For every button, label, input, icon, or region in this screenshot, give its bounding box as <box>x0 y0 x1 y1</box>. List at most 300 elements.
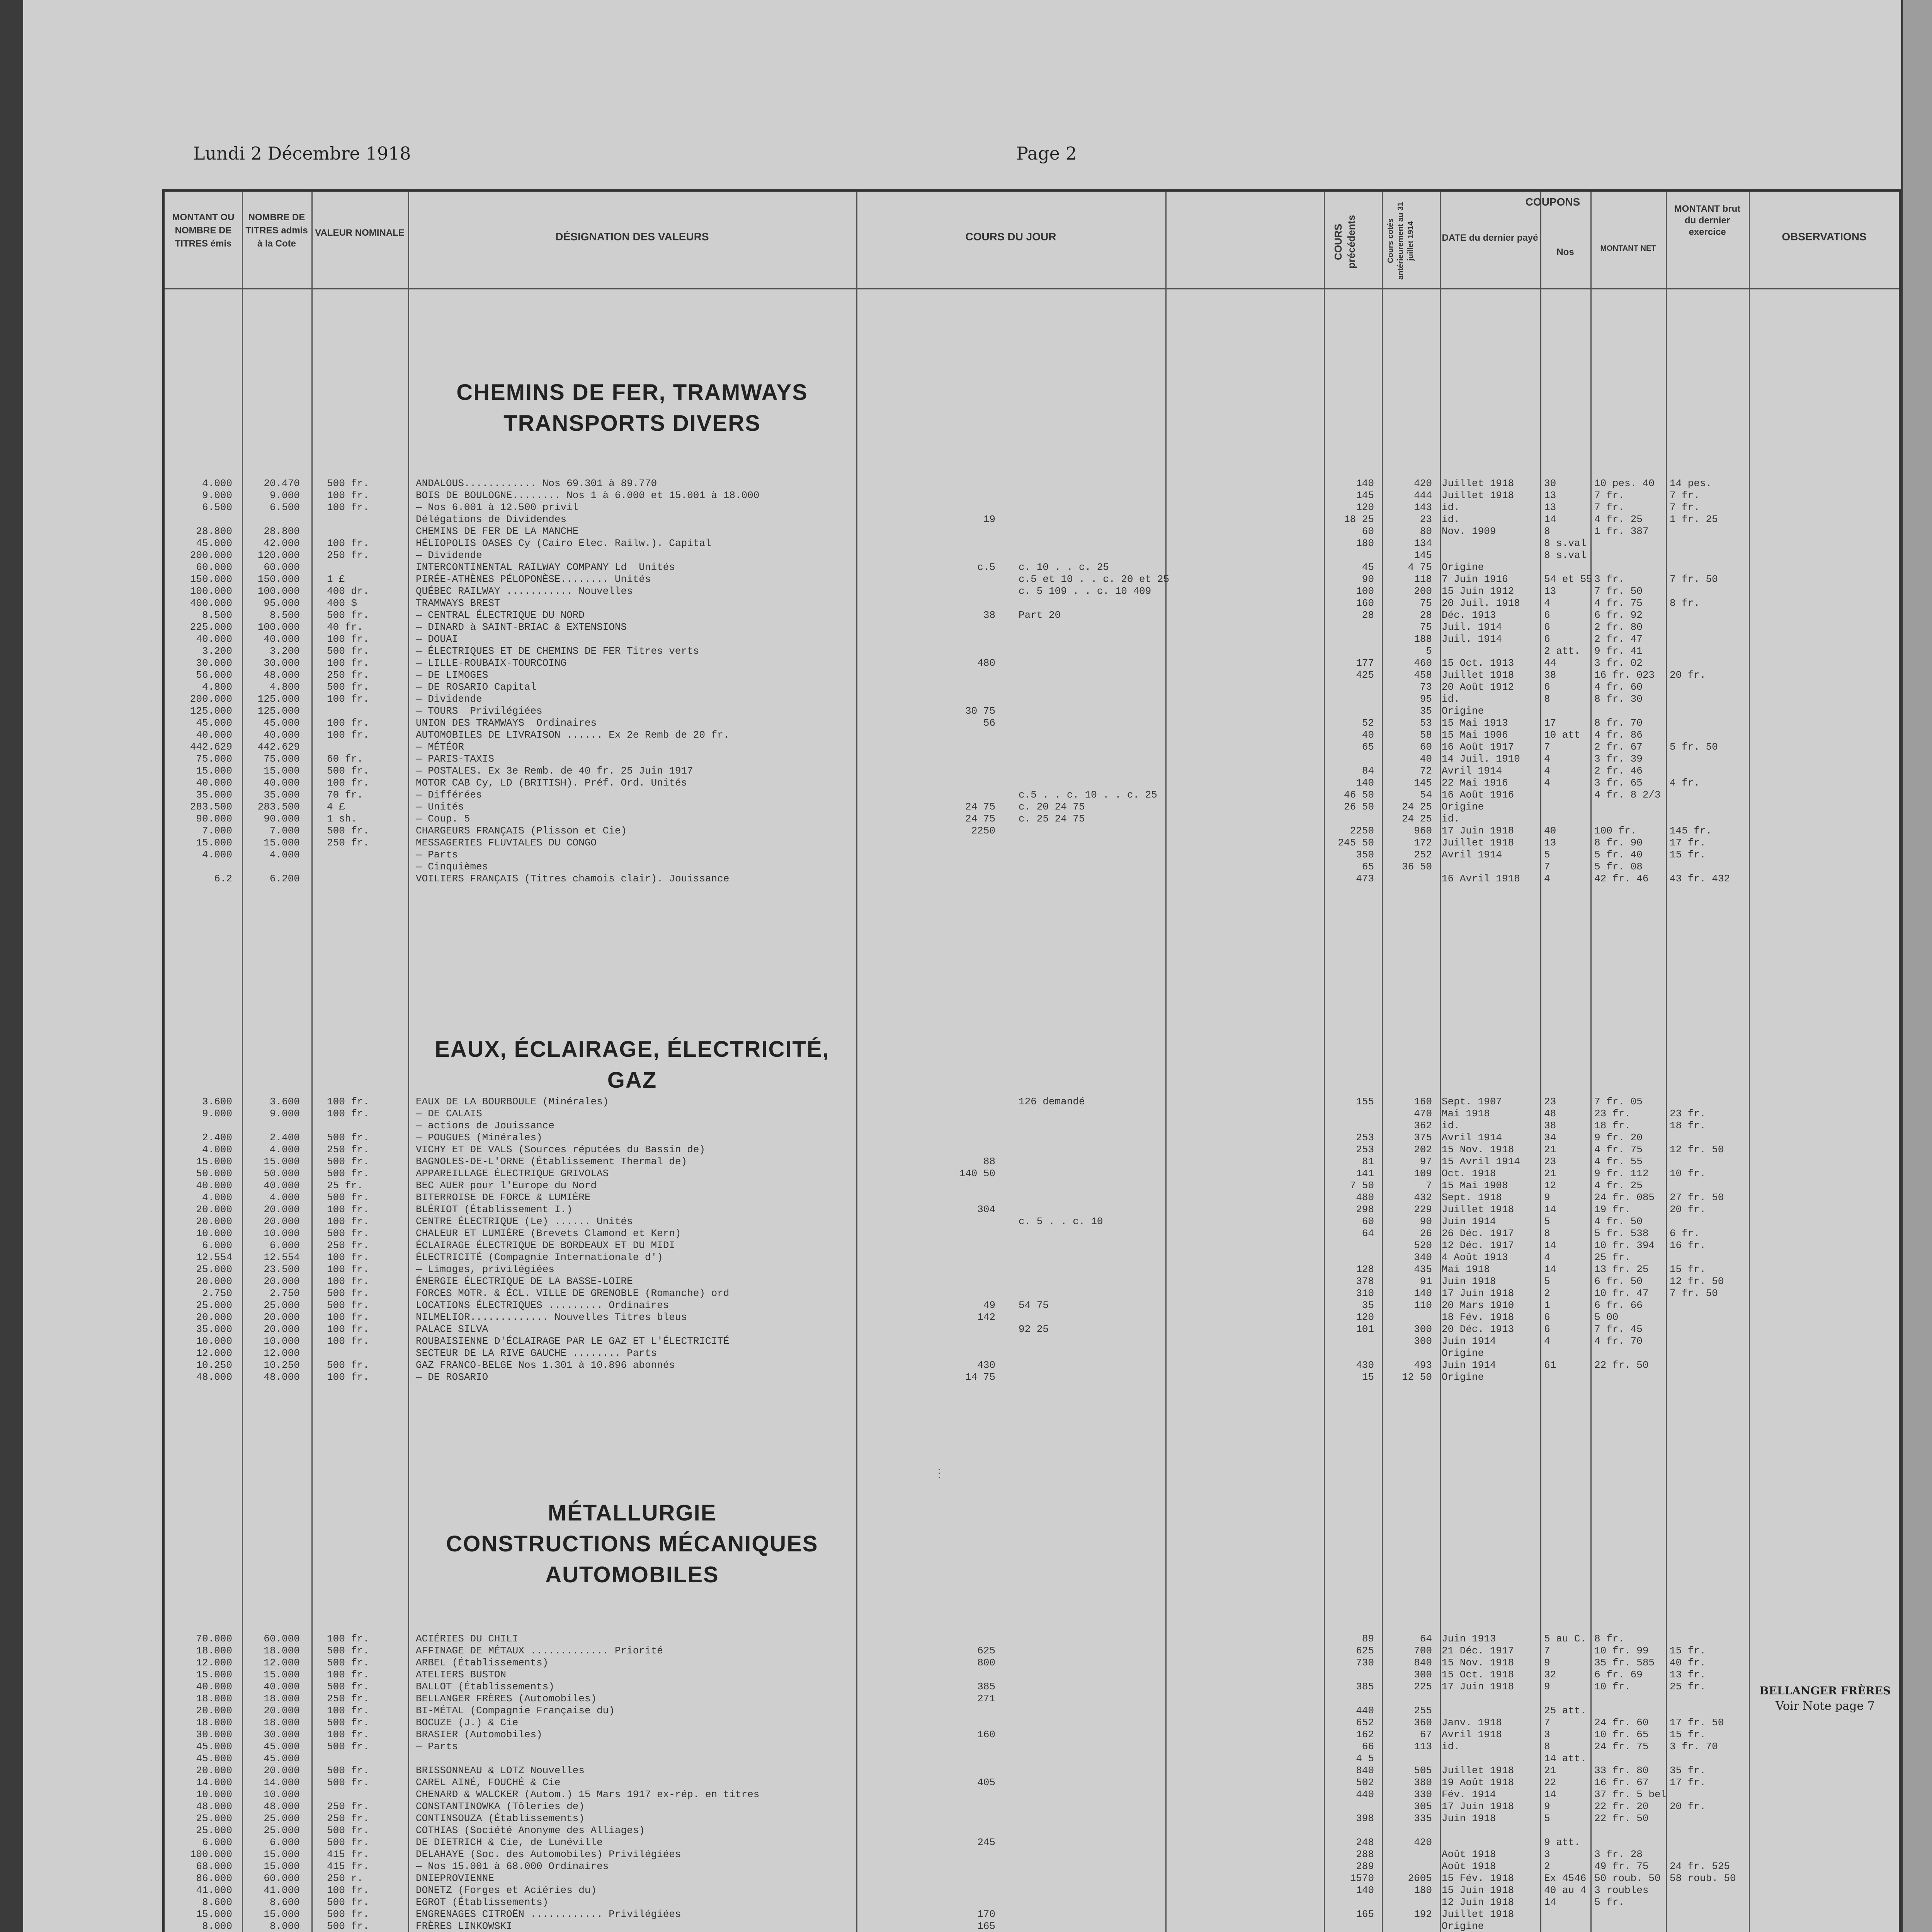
cell-designation: Délégations de Dividendes <box>416 514 567 525</box>
cell-designation: — actions de Jouissance <box>416 1120 554 1131</box>
table-row <box>165 1156 1749 1168</box>
cell-coupon-montant-net: 5 fr. <box>1594 1896 1625 1908</box>
cell-cours-jour-1: 56 <box>983 717 995 729</box>
cell-montant-emis: 7.000 <box>202 825 232 837</box>
table-row <box>165 490 1749 502</box>
cell-nombre-admis: 9.000 <box>269 490 300 501</box>
cell-designation: DELAHAYE (Soc. des Automobiles) Privilégiées <box>416 1849 681 1860</box>
cell-nombre-admis: 48.000 <box>264 669 300 681</box>
table-row <box>165 1311 1749 1323</box>
table-row <box>165 1216 1749 1228</box>
cell-cours-precedent: 248 <box>1356 1837 1374 1848</box>
header-designation: DÉSIGNATION DES VALEURS <box>555 231 709 243</box>
cell-coupon-montant-net: 4 fr. 75 <box>1594 1144 1643 1155</box>
cell-coupon-numero: 5 <box>1544 1216 1550 1227</box>
cell-coupon-montant-net: 3 roubles <box>1594 1884 1649 1896</box>
cell-coupon-date: Sept. 1918 <box>1442 1192 1502 1203</box>
cell-cours-anterieur: 229 <box>1414 1204 1432 1215</box>
cell-montant-emis: 40.000 <box>196 729 232 741</box>
cell-coupon-date: Juillet 1918 <box>1442 1204 1514 1215</box>
cell-coupon-date: 26 Déc. 1917 <box>1442 1228 1514 1239</box>
cell-valeur-nominale: 100 fr. <box>327 1252 369 1263</box>
cell-montant-emis: 18.000 <box>196 1645 232 1656</box>
table-row <box>165 1729 1749 1741</box>
cell-coupon-numero: 9 <box>1544 1681 1550 1692</box>
cell-coupon-numero: 6 <box>1544 633 1550 645</box>
cell-montant-brut: 7 fr. 50 <box>1670 573 1718 585</box>
cell-montant-brut: 10 fr. <box>1670 1168 1706 1179</box>
cell-nombre-admis: 4.000 <box>269 1192 300 1203</box>
cell-nombre-admis: 75.000 <box>264 753 300 765</box>
cell-montant-emis: 9.000 <box>202 1108 232 1119</box>
cell-coupon-numero: 22 <box>1544 1777 1556 1788</box>
cell-nombre-admis: 60.000 <box>264 1633 300 1645</box>
table-row <box>165 837 1749 849</box>
cell-cours-jour-2: c.5 . . c. 10 . . c. 25 <box>1019 789 1157 801</box>
table-row <box>165 514 1749 526</box>
cell-designation: AFFINAGE DE MÉTAUX ............. Priorité <box>416 1645 663 1656</box>
cell-montant-emis: 45.000 <box>196 1753 232 1764</box>
cell-cours-precedent: 289 <box>1356 1861 1374 1872</box>
table-row <box>165 1228 1749 1240</box>
page-number: Page 2 <box>1016 143 1077 164</box>
cell-designation: — Dividende <box>416 549 482 561</box>
cell-cours-anterieur: 60 <box>1420 741 1432 753</box>
cell-cours-anterieur: 110 <box>1414 1299 1432 1311</box>
cell-nombre-admis: 45.000 <box>264 1753 300 1764</box>
cell-cours-precedent: 625 <box>1356 1645 1374 1656</box>
table-row <box>165 1252 1749 1264</box>
table-row <box>165 1861 1749 1872</box>
cell-designation: — LILLE-ROUBAIX-TOURCOING <box>416 657 567 669</box>
cell-coupon-numero: 2 att. <box>1544 645 1580 657</box>
cell-nombre-admis: 50.000 <box>264 1168 300 1179</box>
cell-valeur-nominale: 400 dr. <box>327 585 369 597</box>
cell-montant-brut: 27 fr. 50 <box>1670 1192 1724 1203</box>
cell-coupon-numero: 14 <box>1544 1789 1556 1800</box>
cell-cours-anterieur: 305 <box>1414 1801 1432 1812</box>
cell-coupon-date: 15 Nov. 1918 <box>1442 1144 1514 1155</box>
cell-cours-precedent: 128 <box>1356 1264 1374 1275</box>
cell-designation: — ÉLECTRIQUES ET DE CHEMINS DE FER Titres verts <box>416 645 699 657</box>
cell-valeur-nominale: 100 fr. <box>327 717 369 729</box>
table-row <box>165 681 1749 693</box>
cell-coupon-numero: 6 <box>1544 681 1550 693</box>
cell-montant-emis: 12.554 <box>196 1252 232 1263</box>
cell-coupon-date: id. <box>1442 514 1460 525</box>
cell-coupon-date: Déc. 1913 <box>1442 609 1496 621</box>
cell-montant-emis: 10.000 <box>196 1228 232 1239</box>
cell-coupon-numero: 21 <box>1544 1765 1556 1776</box>
cell-designation: FRÈRES LINKOWSKI <box>416 1920 512 1932</box>
cell-coupon-numero: 5 <box>1544 1276 1550 1287</box>
cell-coupon-date: Juil. 1914 <box>1442 621 1502 633</box>
table-row <box>165 777 1749 789</box>
cell-coupon-montant-net: 4 fr. 55 <box>1594 1156 1643 1167</box>
cell-designation: — DE LIMOGES <box>416 669 488 681</box>
cell-nombre-admis: 4.000 <box>269 849 300 861</box>
table-row <box>165 1180 1749 1192</box>
observation-title: BELLANGER FRÈRES <box>1759 1684 1891 1697</box>
cell-cours-precedent: 60 <box>1362 526 1374 537</box>
cell-cours-anterieur: 188 <box>1414 633 1432 645</box>
cell-coupon-montant-net: 10 fr. <box>1594 1681 1631 1692</box>
cell-montant-brut: 20 fr. <box>1670 669 1706 681</box>
cell-montant-emis: 4.800 <box>202 681 232 693</box>
cell-cours-anterieur: 113 <box>1414 1741 1432 1752</box>
cell-cours-anterieur: 75 <box>1420 621 1432 633</box>
cell-cours-jour-1: 480 <box>977 657 995 669</box>
cell-cours-precedent: 840 <box>1356 1765 1374 1776</box>
table-row <box>165 1849 1749 1861</box>
cell-coupon-date: Juillet 1918 <box>1442 490 1514 501</box>
table-row <box>165 1335 1749 1347</box>
cell-montant-emis: 283.500 <box>190 801 232 813</box>
cell-montant-brut: 12 fr. 50 <box>1670 1276 1724 1287</box>
cell-valeur-nominale: 250 r. <box>327 1872 363 1884</box>
cell-coupon-date: Juillet 1918 <box>1442 1765 1514 1776</box>
cell-cours-jour-1: 30 75 <box>965 705 995 717</box>
cell-coupon-date: 15 Fév. 1918 <box>1442 1872 1514 1884</box>
cell-coupon-date: Juillet 1918 <box>1442 837 1514 849</box>
cell-nombre-admis: 25.000 <box>264 1825 300 1836</box>
table-row <box>165 597 1749 609</box>
cell-valeur-nominale: 4 £ <box>327 801 345 813</box>
cell-montant-emis: 70.000 <box>196 1633 232 1645</box>
cell-nombre-admis: 23.500 <box>264 1264 300 1275</box>
cell-cours-anterieur: 252 <box>1414 849 1432 861</box>
table-row <box>165 1753 1749 1765</box>
cell-designation: LOCATIONS ÉLECTRIQUES ......... Ordinaires <box>416 1299 669 1311</box>
cell-nombre-admis: 6.500 <box>269 502 300 513</box>
cell-coupon-montant-net: 42 fr. 46 <box>1594 873 1649 884</box>
cell-cours-precedent: 60 <box>1362 1216 1374 1227</box>
cell-montant-brut: 24 fr. 525 <box>1670 1861 1730 1872</box>
header-numero: Nos <box>1556 247 1574 257</box>
cell-cours-jour-2: Part 20 <box>1019 609 1061 621</box>
cell-montant-emis: 68.000 <box>196 1861 232 1872</box>
cell-montant-emis: 40.000 <box>196 633 232 645</box>
table-row <box>165 1825 1749 1837</box>
table-row <box>165 1837 1749 1849</box>
cell-cours-precedent: 26 50 <box>1344 801 1374 813</box>
cell-nombre-admis: 2.750 <box>269 1287 300 1299</box>
cell-cours-precedent: 2250 <box>1350 825 1374 837</box>
cell-cours-precedent: 65 <box>1362 861 1374 872</box>
cell-coupon-montant-net: 1 fr. 387 <box>1594 526 1649 537</box>
cell-nombre-admis: 4.000 <box>269 1144 300 1155</box>
cell-designation: CHENARD & WALCKER (Autom.) 15 Mars 1917 ex-rép. en titres <box>416 1789 760 1800</box>
cell-montant-brut: 12 fr. 50 <box>1670 1144 1724 1155</box>
cell-designation: BALLOT (Établissements) <box>416 1681 554 1692</box>
table-row <box>165 873 1749 885</box>
cell-montant-emis: 45.000 <box>196 1741 232 1752</box>
cell-designation: — CENTRAL ÉLECTRIQUE DU NORD <box>416 609 585 621</box>
cell-coupon-numero: 14 <box>1544 1240 1556 1251</box>
cell-montant-brut: 20 fr. <box>1670 1801 1706 1812</box>
cell-montant-emis: 2.750 <box>202 1287 232 1299</box>
cell-nombre-admis: 30.000 <box>264 1729 300 1740</box>
cell-nombre-admis: 12.000 <box>264 1347 300 1359</box>
cell-coupon-numero: 4 <box>1544 777 1550 789</box>
cell-coupon-date: 14 Juil. 1910 <box>1442 753 1520 765</box>
cell-cours-precedent: 1570 <box>1350 1872 1374 1884</box>
cell-coupon-date: 19 Août 1918 <box>1442 1777 1514 1788</box>
cell-designation: — POUGUES (Minérales) <box>416 1132 543 1143</box>
cell-cours-precedent: 89 <box>1362 1633 1374 1645</box>
cell-nombre-admis: 30.000 <box>264 657 300 669</box>
cell-coupon-montant-net: 4 fr. 25 <box>1594 1180 1643 1191</box>
header-divider <box>165 288 1899 289</box>
section-title-eaux-eclairage <box>408 1034 856 1096</box>
cell-valeur-nominale: 250 fr. <box>327 1144 369 1155</box>
cell-cours-anterieur: 24 25 <box>1401 813 1432 825</box>
cell-cours-anterieur: 505 <box>1414 1765 1432 1776</box>
cell-designation: ACIÉRIES DU CHILI <box>416 1633 519 1645</box>
cell-cours-jour-2: 92 25 <box>1019 1323 1049 1335</box>
cell-montant-emis: 20.000 <box>196 1216 232 1227</box>
cell-valeur-nominale: 60 fr. <box>327 753 363 765</box>
cell-cours-anterieur: 180 <box>1414 1884 1432 1896</box>
cell-nombre-admis: 25.000 <box>264 1813 300 1824</box>
cell-nombre-admis: 150.000 <box>257 573 300 585</box>
table-row <box>165 549 1749 561</box>
cell-coupon-date: 15 Juin 1912 <box>1442 585 1514 597</box>
header-nombre: NOMBRE DE TITRES admis à la Cote <box>245 212 308 249</box>
cell-designation: ANDALOUS............ Nos 69.301 à 89.770 <box>416 478 657 489</box>
cell-nombre-admis: 120.000 <box>257 549 300 561</box>
cell-coupon-date: 20 Août 1912 <box>1442 681 1514 693</box>
cell-montant-brut: 15 fr. <box>1670 1729 1706 1740</box>
cell-valeur-nominale: 100 fr. <box>327 502 369 513</box>
cell-designation: — Nos 6.001 à 12.500 privil <box>416 502 579 513</box>
cell-cours-anterieur: 28 <box>1420 609 1432 621</box>
cell-designation: ENGRENAGES CITROËN ............ Privilégiées <box>416 1908 681 1920</box>
table-row <box>165 621 1749 633</box>
cell-coupon-date: 22 Mai 1916 <box>1442 777 1508 789</box>
cell-valeur-nominale: 500 fr. <box>327 1287 369 1299</box>
cell-montant-brut: 43 fr. 432 <box>1670 873 1730 884</box>
cell-coupon-numero: 5 au C. <box>1544 1633 1587 1645</box>
table-row <box>165 1359 1749 1371</box>
table-row <box>165 801 1749 813</box>
cell-valeur-nominale: 500 fr. <box>327 765 369 777</box>
cell-coupon-montant-net: 16 fr. 67 <box>1594 1777 1649 1788</box>
cell-designation: — Limoges, privilégiées <box>416 1264 554 1275</box>
cell-coupon-numero: 61 <box>1544 1359 1556 1371</box>
cell-coupon-montant-net: 23 fr. <box>1594 1108 1631 1119</box>
cell-cours-jour-1: 38 <box>983 609 995 621</box>
cell-coupon-numero: 3 <box>1544 1849 1550 1860</box>
cell-nombre-admis: 20.000 <box>264 1765 300 1776</box>
cell-cours-jour-1: 140 50 <box>959 1168 995 1179</box>
cell-cours-jour-1: 142 <box>977 1311 995 1323</box>
cell-nombre-admis: 8.000 <box>269 1920 300 1932</box>
section-title-line: EAUX, ÉCLAIRAGE, ÉLECTRICITÉ, GAZ <box>435 1037 830 1093</box>
table-row <box>165 561 1749 573</box>
cell-coupon-numero: 8 s.val <box>1544 537 1587 549</box>
table-row <box>165 1347 1749 1359</box>
cell-cours-precedent: 288 <box>1356 1849 1374 1860</box>
cell-designation: — Parts <box>416 1741 458 1752</box>
cell-valeur-nominale: 500 fr. <box>327 1765 369 1776</box>
section-rows <box>165 1633 1749 1932</box>
cell-cours-anterieur: 172 <box>1414 837 1432 849</box>
cell-cours-anterieur: 145 <box>1414 549 1432 561</box>
cell-montant-emis: 20.000 <box>196 1311 232 1323</box>
cell-coupon-montant-net: 7 fr. 05 <box>1594 1096 1643 1107</box>
cell-coupon-date: Juil. 1914 <box>1442 633 1502 645</box>
cell-valeur-nominale: 500 fr. <box>327 1192 369 1203</box>
cell-coupon-date: Juillet 1918 <box>1442 669 1514 681</box>
cell-valeur-nominale: 500 fr. <box>327 1156 369 1167</box>
cell-cours-precedent: 18 25 <box>1344 514 1374 525</box>
cell-nombre-admis: 6.200 <box>269 873 300 884</box>
table-row <box>165 1920 1749 1932</box>
cell-coupon-numero: 2 <box>1544 1287 1550 1299</box>
cell-montant-emis: 25.000 <box>196 1825 232 1836</box>
cell-montant-emis: 15.000 <box>196 837 232 849</box>
cell-designation: — Différées <box>416 789 482 801</box>
cell-coupon-date: Origine <box>1442 1347 1484 1359</box>
cell-valeur-nominale: 500 fr. <box>327 1168 369 1179</box>
cell-cours-precedent: 652 <box>1356 1717 1374 1728</box>
cell-coupon-date: Juillet 1918 <box>1442 1908 1514 1920</box>
cell-nombre-admis: 15.000 <box>264 1156 300 1167</box>
cell-coupon-numero: 38 <box>1544 1120 1556 1131</box>
cell-montant-emis: 18.000 <box>196 1693 232 1704</box>
cell-designation: UNION DES TRAMWAYS Ordinaires <box>416 717 597 729</box>
section-title-line: CHEMINS DE FER, TRAMWAYS <box>456 380 808 405</box>
cell-nombre-admis: 3.600 <box>269 1096 300 1107</box>
table-row <box>165 1717 1749 1729</box>
cell-cours-jour-2: c.5 et 10 . . c. 20 et 25 <box>1019 573 1170 585</box>
cell-cours-precedent: 162 <box>1356 1729 1374 1740</box>
cell-cours-precedent: 81 <box>1362 1156 1374 1167</box>
cell-coupon-date: 17 Juin 1918 <box>1442 1681 1514 1692</box>
cell-nombre-admis: 40.000 <box>264 777 300 789</box>
cell-valeur-nominale: 500 fr. <box>327 1908 369 1920</box>
section-title-chemins-de-fer <box>408 377 856 439</box>
cell-valeur-nominale: 250 fr. <box>327 549 369 561</box>
cell-coupon-montant-net: 10 fr. 47 <box>1594 1287 1649 1299</box>
table-row <box>165 825 1749 837</box>
cell-coupon-date: 15 Mai 1908 <box>1442 1180 1508 1191</box>
cell-coupon-montant-net: 9 fr. 41 <box>1594 645 1643 657</box>
cell-montant-emis: 50.000 <box>196 1168 232 1179</box>
cell-cours-anterieur: 458 <box>1414 669 1432 681</box>
cell-coupon-numero: 6 <box>1544 621 1550 633</box>
cell-coupon-montant-net: 13 fr. 25 <box>1594 1264 1649 1275</box>
cell-nombre-admis: 40.000 <box>264 1180 300 1191</box>
cell-cours-jour-1: 19 <box>983 514 995 525</box>
cell-montant-emis: 20.000 <box>196 1204 232 1215</box>
cell-coupon-date: id. <box>1442 693 1460 705</box>
cell-cours-precedent: 378 <box>1356 1276 1374 1287</box>
cell-cours-precedent: 180 <box>1356 537 1374 549</box>
cell-coupon-date: Juin 1918 <box>1442 1813 1496 1824</box>
observation-bellanger <box>1751 1683 1900 1714</box>
cell-nombre-admis: 12.000 <box>264 1657 300 1668</box>
cell-montant-emis: 150.000 <box>190 573 232 585</box>
cell-cours-jour-1: 304 <box>977 1204 995 1215</box>
cell-nombre-admis: 100.000 <box>257 585 300 597</box>
table-row <box>165 861 1749 873</box>
cell-coupon-numero: 48 <box>1544 1108 1556 1119</box>
cell-montant-emis: 41.000 <box>196 1884 232 1896</box>
cell-designation: ARBEL (Établissements) <box>416 1657 549 1668</box>
cell-designation: FORCES MOTR. & ÉCL. VILLE DE GRENOBLE (Romanche) ord <box>416 1287 730 1299</box>
cell-designation: CAREL AINÉ, FOUCHÉ & Cie <box>416 1777 561 1788</box>
table-row <box>165 1908 1749 1920</box>
cell-designation: MOTOR CAB Cy, LD (BRITISH). Préf. Ord. Unités <box>416 777 687 789</box>
cell-coupon-date: Sept. 1907 <box>1442 1096 1502 1107</box>
cell-designation: PIRÉE-ATHÈNES PÉLOPONÈSE........ Unités <box>416 573 651 585</box>
cell-coupon-montant-net: 8 fr. 70 <box>1594 717 1643 729</box>
cell-designation: ÉCLAIRAGE ÉLECTRIQUE DE BORDEAUX ET DU MIDI <box>416 1240 675 1251</box>
cell-cours-anterieur: 444 <box>1414 490 1432 501</box>
cell-montant-emis: 28.800 <box>196 526 232 537</box>
cell-coupon-montant-net: 9 fr. 20 <box>1594 1132 1643 1143</box>
cell-coupon-date: Juin 1913 <box>1442 1633 1496 1645</box>
cell-cours-precedent: 165 <box>1356 1908 1374 1920</box>
cell-coupon-montant-net: 9 fr. 112 <box>1594 1168 1649 1179</box>
section-title-metallurgie <box>408 1498 856 1590</box>
cell-coupon-date: 12 Juin 1918 <box>1442 1896 1514 1908</box>
cell-cours-jour-2: c. 5 . . c. 10 <box>1019 1216 1103 1227</box>
cell-coupon-date: Janv. 1918 <box>1442 1717 1502 1728</box>
cell-cours-jour-1: 165 <box>977 1920 995 1932</box>
cell-designation: MESSAGERIES FLUVIALES DU CONGO <box>416 837 597 849</box>
cell-montant-emis: 8.000 <box>202 1920 232 1932</box>
cell-designation: — MÉTÉOR <box>416 741 464 753</box>
cell-nombre-admis: 45.000 <box>264 717 300 729</box>
cell-coupon-numero: 14 <box>1544 1896 1556 1908</box>
cell-coupon-date: Origine <box>1442 561 1484 573</box>
cell-cours-anterieur: 362 <box>1414 1120 1432 1131</box>
cell-cours-precedent: 253 <box>1356 1132 1374 1143</box>
cell-nombre-admis: 25.000 <box>264 1299 300 1311</box>
cell-montant-emis: 75.000 <box>196 753 232 765</box>
cell-cours-precedent: 473 <box>1356 873 1374 884</box>
cell-valeur-nominale: 100 fr. <box>327 657 369 669</box>
cell-coupon-date: id. <box>1442 1741 1460 1752</box>
header-valeur: VALEUR NOMINALE <box>315 228 405 238</box>
cell-coupon-numero: 8 <box>1544 1228 1550 1239</box>
cell-valeur-nominale: 500 fr. <box>327 1741 369 1752</box>
cell-valeur-nominale: 500 fr. <box>327 1681 369 1692</box>
table-row <box>165 1789 1749 1801</box>
cell-cours-jour-1: 430 <box>977 1359 995 1371</box>
cell-cours-precedent: 177 <box>1356 657 1374 669</box>
cell-coupon-numero: 5 <box>1544 849 1550 861</box>
cell-coupon-montant-net: 50 roub. 50 <box>1594 1872 1661 1884</box>
cell-designation: DONETZ (Forges et Aciéries du) <box>416 1884 597 1896</box>
cell-designation: DNIEPROVIENNE <box>416 1872 494 1884</box>
cell-coupon-montant-net: 22 fr. 20 <box>1594 1801 1649 1812</box>
cell-coupon-numero: 8 <box>1544 693 1550 705</box>
cell-designation: CONTINSOUZA (Établissements) <box>416 1813 585 1824</box>
cell-coupon-montant-net: 4 fr. 70 <box>1594 1335 1643 1347</box>
cell-cours-anterieur: 53 <box>1420 717 1432 729</box>
cell-designation: BRISSONNEAU & LOTZ Nouvelles <box>416 1765 585 1776</box>
cell-designation: — Nos 15.001 à 68.000 Ordinaires <box>416 1861 609 1872</box>
cell-coupon-montant-net: 8 fr. 90 <box>1594 837 1643 849</box>
cell-designation: — Coup. 5 <box>416 813 470 825</box>
cell-montant-emis: 3.600 <box>202 1096 232 1107</box>
cell-coupon-date: 15 Avril 1914 <box>1442 1156 1520 1167</box>
cell-valeur-nominale: 100 fr. <box>327 1311 369 1323</box>
